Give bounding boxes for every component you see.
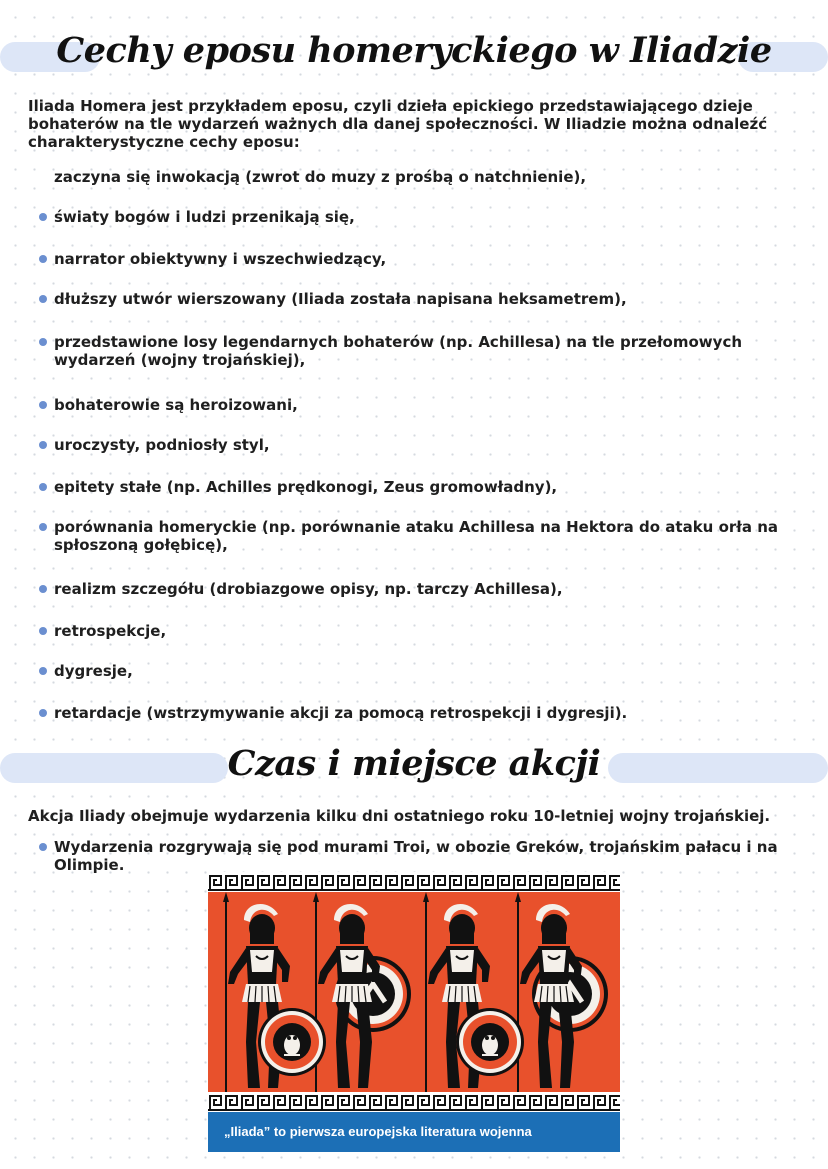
list-item-text: uroczysty, podniosły styl,: [54, 436, 270, 454]
list-item: [54, 396, 804, 414]
list-item: [54, 436, 804, 454]
intro-paragraph: Akcja Iliady obejmuje wydarzenia kilku dni ostatniego roku 10-letniej wojny trojańskiej.: [28, 807, 771, 825]
bullet-icon: [39, 667, 47, 675]
bullet-icon: [39, 401, 47, 409]
list-item-text: retrospekcje,: [54, 622, 167, 640]
bullet-icon: [39, 255, 47, 263]
bullet-icon: [39, 295, 47, 303]
list-item: [54, 250, 804, 268]
bullet-icon: [39, 338, 47, 346]
list-item-text: epitety stałe (np. Achilles prędkonogi, Zeus gromowładny),: [54, 478, 558, 496]
bullet-icon: [39, 483, 47, 491]
list-item: [54, 580, 804, 598]
list-item: [54, 478, 804, 496]
list-item-text: bohaterowie są heroizowani,: [54, 396, 298, 414]
meander-border: [208, 1092, 620, 1112]
intro-paragraph: Iliada Homera jest przykładem eposu, czyli dzieła epickiego przedstawiającego dzieje bohaterów na tle wydarzeń ważnych dla danej społeczności. W Iliadzie można odnaleźć charakterystyczne cechy eposu:: [28, 97, 768, 151]
bullet-icon: [39, 585, 47, 593]
list-item-text: dygresje,: [54, 662, 133, 680]
list-item-text: porównania homeryckie (np. porównanie ataku Achillesa na Hektora do ataku orła na spłoszoną gołębicę),: [54, 518, 778, 554]
list-item: [54, 290, 804, 308]
list-item-text: dłuższy utwór wierszowany (Iliada została napisana heksametrem),: [54, 290, 627, 308]
list-item: [54, 838, 804, 874]
list-item-text: zaczyna się inwokacją (zwrot do muzy z prośbą o natchnienie),: [54, 168, 587, 186]
spartan-warriors-illustration: [208, 892, 620, 1092]
list-item: [54, 622, 804, 640]
list-item-text: światy bogów i ludzi przenikają się,: [54, 208, 355, 226]
bullet-icon: [39, 523, 47, 531]
bullet-icon: [39, 627, 47, 635]
bullet-icon: [39, 441, 47, 449]
list-item: [54, 518, 804, 554]
bullet-icon: [39, 709, 47, 717]
bullet-icon: [39, 213, 47, 221]
section-title: Czas i miejsce akcji: [227, 743, 601, 784]
bullet-icon: [39, 843, 47, 851]
list-item-text: retardacje (wstrzymywanie akcji za pomocą retrospekcji i dygresji).: [54, 704, 628, 722]
list-item-text: przedstawione losy legendarnych bohaterów (np. Achillesa) na tle przełomowych wydarzeń (wojny trojańskiej),: [54, 333, 743, 369]
list-item: [54, 704, 804, 722]
section-title: Cechy eposu homeryckiego w Iliadzie: [56, 30, 772, 71]
list-item-text: Wydarzenia rozgrywają się pod murami Troi, w obozie Greków, trojańskim pałacu i na Olimpie.: [54, 838, 778, 874]
illustration-caption: „Iliada” to pierwsza europejska literatura wojenna: [208, 1112, 620, 1152]
list-item: [54, 662, 804, 680]
list-item-text: realizm szczegółu (drobiazgowe opisy, np. tarczy Achillesa),: [54, 580, 563, 598]
list-item: [54, 333, 804, 369]
list-item: [54, 168, 804, 186]
meander-border: [208, 872, 620, 892]
list-item: [54, 208, 804, 226]
illustration-poster: [208, 872, 620, 1152]
list-item-text: narrator obiektywny i wszechwiedzący,: [54, 250, 387, 268]
